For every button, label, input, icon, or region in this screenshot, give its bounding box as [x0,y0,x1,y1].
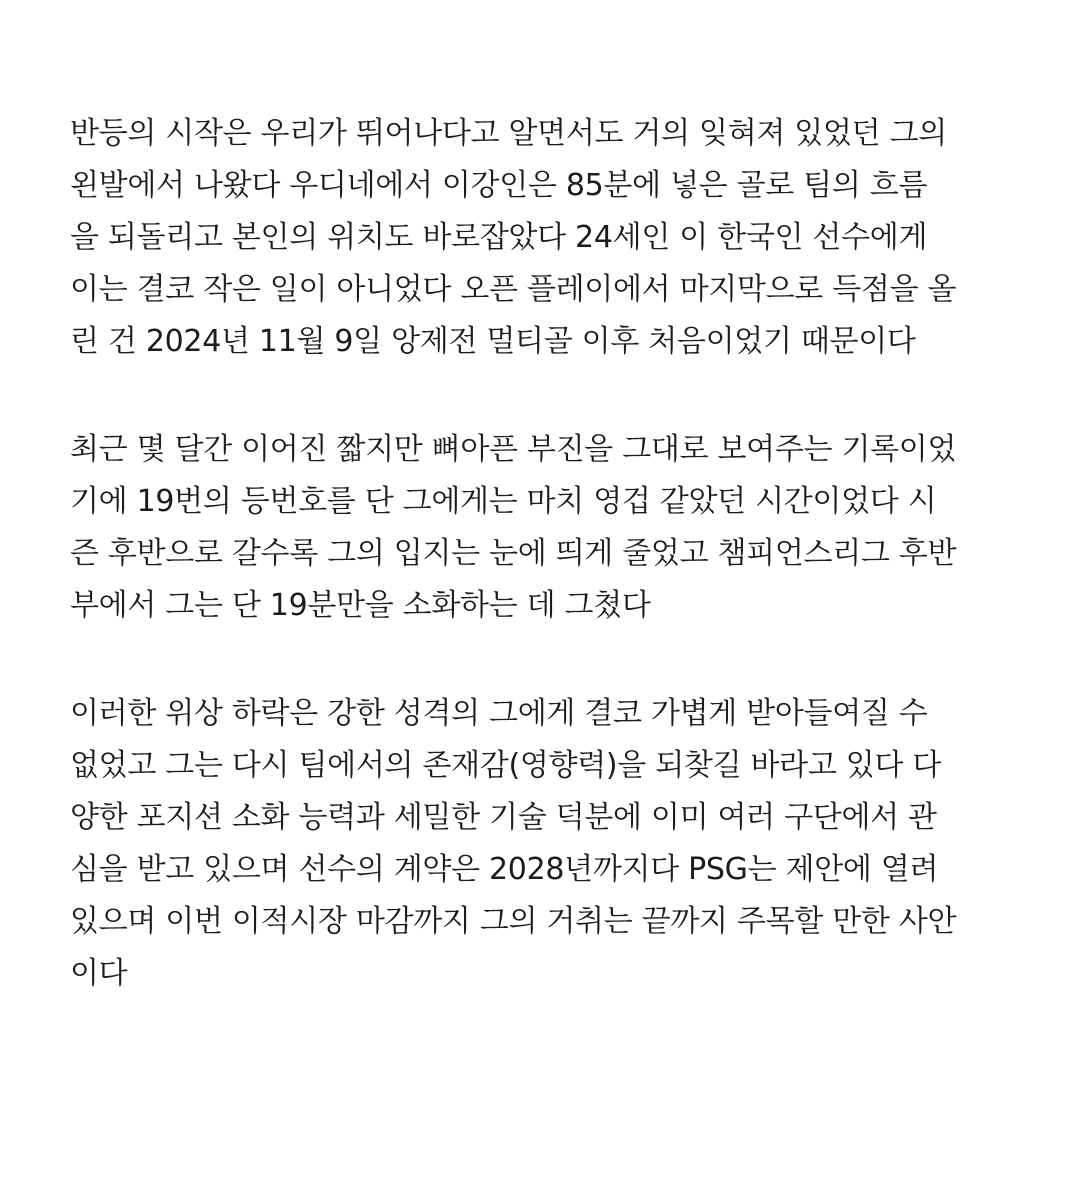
paragraph-1 [70,108,1030,368]
text-line: 이는 결코 작은 일이 아니었다 오픈 플레이에서 마지막으로 득점을 올 [70,272,957,307]
text-line: 최근 몇 달간 이어진 짧지만 뼈아픈 부진을 그대로 보여주는 기록이었 [70,432,957,467]
paragraph-2 [70,424,1030,632]
article-body [70,108,1030,1056]
text-line: 양한 포지션 소화 능력과 세밀한 기술 덕분에 이미 여러 구단에서 관 [70,800,937,835]
text-line: 이러한 위상 하락은 강한 성격의 그에게 결코 가볍게 받아들여질 수 [70,696,928,731]
text-line: 부에서 그는 단 19분만을 소화하는 데 그쳤다 [70,588,651,623]
text-line: 있으며 이번 이적시장 마감까지 그의 거취는 끝까지 주목할 만한 사안 [70,904,957,939]
text-line: 린 건 2024년 11월 9일 앙제전 멀티골 이후 처음이었기 때문이다 [70,324,916,359]
text-line: 기에 19번의 등번호를 단 그에게는 마치 영겁 같았던 시간이었다 시 [70,484,937,519]
text-line: 이다 [70,956,128,991]
text-line: 즌 후반으로 갈수록 그의 입지는 눈에 띄게 줄었고 챔피언스리그 후반 [70,536,957,571]
text-line: 없었고 그는 다시 팀에서의 존재감(영향력)을 되찾길 바라고 있다 다 [70,748,942,783]
text-line: 심을 받고 있으며 선수의 계약은 2028년까지다 PSG는 제안에 열려 [70,852,939,887]
text-line: 왼발에서 나왔다 우디네에서 이강인은 85분에 넣은 골로 팀의 흐름 [70,168,928,203]
text-line: 을 되돌리고 본인의 위치도 바로잡았다 24세인 이 한국인 선수에게 [70,220,928,255]
text-line: 반등의 시작은 우리가 뛰어나다고 알면서도 거의 잊혀져 있었던 그의 [70,116,947,151]
paragraph-3 [70,688,1030,1000]
